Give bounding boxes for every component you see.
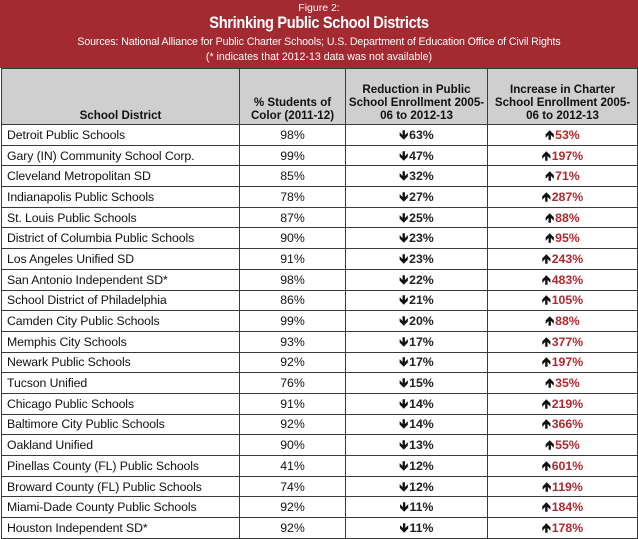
increase-cell <box>488 435 638 456</box>
header-pct-color-text: % Students of Color (2011-12) <box>250 96 335 122</box>
reduction-value: 17% <box>409 355 434 370</box>
increase-value: 197% <box>551 355 584 370</box>
increase-value: 366% <box>551 417 584 432</box>
reduction-cell <box>346 207 488 228</box>
arrow-up-icon: 🡹 <box>541 500 551 515</box>
pct-color-cell: 91% <box>240 393 346 414</box>
pct-color-cell: 92% <box>240 497 346 518</box>
increase-cell <box>488 518 638 539</box>
arrow-down-icon: 🡻 <box>399 520 409 535</box>
arrow-down-icon: 🡻 <box>399 148 409 163</box>
figure-label: Figure 2: <box>298 2 340 14</box>
table-row <box>2 456 638 477</box>
arrow-down-icon: 🡻 <box>399 127 409 142</box>
district-cell: Indianapolis Public Schools <box>2 187 240 208</box>
increase-cell <box>488 456 638 477</box>
reduction-cell <box>346 249 488 270</box>
table-row <box>2 497 638 518</box>
increase-cell <box>488 476 638 497</box>
table-row <box>2 249 638 270</box>
reduction-value: 21% <box>409 293 434 308</box>
reduction-cell <box>346 352 488 373</box>
reduction-cell <box>346 125 488 146</box>
header-row <box>2 69 638 125</box>
districts-table <box>1 68 638 539</box>
table-row <box>2 125 638 146</box>
arrow-up-icon: 🡹 <box>542 479 552 494</box>
arrow-up-icon: 🡹 <box>541 458 551 473</box>
reduction-cell <box>346 476 488 497</box>
increase-cell <box>488 414 638 435</box>
table-row <box>2 518 638 539</box>
arrow-up-icon: 🡹 <box>541 189 551 204</box>
increase-value: 377% <box>551 334 584 349</box>
reduction-value: 32% <box>409 169 434 184</box>
reduction-value: 13% <box>409 438 434 453</box>
increase-value: 35% <box>555 376 580 391</box>
increase-cell <box>488 352 638 373</box>
increase-cell <box>488 331 638 352</box>
district-cell: Chicago Public Schools <box>2 393 240 414</box>
table-row <box>2 393 638 414</box>
reduction-cell <box>346 187 488 208</box>
reduction-value: 11% <box>409 520 434 535</box>
increase-cell <box>488 497 638 518</box>
arrow-down-icon: 🡻 <box>399 396 409 411</box>
increase-value: 55% <box>555 438 580 453</box>
district-cell: Memphis City Schools <box>2 331 240 352</box>
increase-value: 53% <box>555 127 580 142</box>
pct-color-cell: 41% <box>240 456 346 477</box>
increase-cell <box>488 311 638 332</box>
reduction-value: 12% <box>409 458 434 473</box>
reduction-cell <box>346 166 488 187</box>
increase-value: 119% <box>552 479 583 494</box>
reduction-value: 22% <box>409 272 434 287</box>
pct-color-cell: 90% <box>240 435 346 456</box>
table-row <box>2 207 638 228</box>
pct-color-cell: 90% <box>240 228 346 249</box>
arrow-up-icon: 🡹 <box>541 355 551 370</box>
header-school-district: School District <box>2 69 240 125</box>
sources-line: Sources: National Alliance for Public Charter Schools; U.S. Department of Education Office of Civil Rights <box>77 36 561 48</box>
increase-cell <box>488 269 638 290</box>
district-cell: Baltimore City Public Schools <box>2 414 240 435</box>
increase-cell <box>488 145 638 166</box>
district-cell: District of Columbia Public Schools <box>2 228 240 249</box>
reduction-cell <box>346 393 488 414</box>
pct-color-cell: 87% <box>240 207 346 228</box>
arrow-down-icon: 🡻 <box>399 355 409 370</box>
increase-value: 483% <box>551 272 584 287</box>
arrow-down-icon: 🡻 <box>399 210 409 225</box>
increase-cell <box>488 187 638 208</box>
arrow-down-icon: 🡻 <box>399 500 409 515</box>
arrow-up-icon: 🡹 <box>541 251 551 266</box>
pct-color-cell: 93% <box>240 331 346 352</box>
arrow-up-icon: 🡹 <box>541 293 551 308</box>
pct-color-cell: 92% <box>240 352 346 373</box>
arrow-down-icon: 🡻 <box>399 272 409 287</box>
district-cell: Newark Public Schools <box>2 352 240 373</box>
reduction-cell <box>346 373 488 394</box>
arrow-down-icon: 🡻 <box>399 334 409 349</box>
increase-cell <box>488 290 638 311</box>
table-row <box>2 290 638 311</box>
district-cell: San Antonio Independent SD* <box>2 269 240 290</box>
table-body <box>2 125 638 539</box>
arrow-up-icon: 🡹 <box>541 520 551 535</box>
reduction-value: 23% <box>409 231 434 246</box>
pct-color-cell: 99% <box>240 145 346 166</box>
increase-cell <box>488 125 638 146</box>
increase-value: 184% <box>551 500 584 515</box>
increase-value: 178% <box>551 520 584 535</box>
increase-value: 105% <box>551 293 584 308</box>
pct-color-cell: 85% <box>240 166 346 187</box>
arrow-up-icon: 🡹 <box>545 169 555 184</box>
header-increase-text: Increase in Charter School Enrollment 2005-06 to 2012-13 <box>494 83 631 122</box>
district-cell: Gary (IN) Community School Corp. <box>2 145 240 166</box>
table-row <box>2 269 638 290</box>
increase-value: 197% <box>551 148 584 163</box>
increase-value: 243% <box>551 251 584 266</box>
reduction-cell <box>346 269 488 290</box>
pct-color-cell: 99% <box>240 311 346 332</box>
reduction-value: 47% <box>409 148 434 163</box>
arrow-down-icon: 🡻 <box>399 231 409 246</box>
figure-title: Shrinking Public School Districts <box>209 13 429 32</box>
arrow-up-icon: 🡹 <box>541 148 551 163</box>
figure-banner <box>0 0 638 68</box>
arrow-up-icon: 🡹 <box>545 376 555 391</box>
increase-value: 95% <box>555 231 580 246</box>
reduction-value: 17% <box>409 334 434 349</box>
reduction-cell <box>346 435 488 456</box>
arrow-up-icon: 🡹 <box>541 417 551 432</box>
reduction-value: 12% <box>409 479 434 494</box>
increase-value: 88% <box>555 314 580 329</box>
table-row <box>2 373 638 394</box>
note-line: (* indicates that 2012-13 data was not available) <box>205 51 433 63</box>
arrow-down-icon: 🡻 <box>399 479 409 494</box>
district-cell: Los Angeles Unified SD <box>2 249 240 270</box>
arrow-up-icon: 🡹 <box>545 314 555 329</box>
pct-color-cell: 76% <box>240 373 346 394</box>
reduction-value: 63% <box>409 127 434 142</box>
district-cell: Miami-Dade County Public Schools <box>2 497 240 518</box>
district-cell: Camden City Public Schools <box>2 311 240 332</box>
header-reduction-text: Reduction in Public School Enrollment 2005-06 to 2012-13 <box>348 83 485 122</box>
table-row <box>2 166 638 187</box>
table-row <box>2 476 638 497</box>
district-cell: Tucson Unified <box>2 373 240 394</box>
district-cell: School District of Philadelphia <box>2 290 240 311</box>
district-cell: Oakland Unified <box>2 435 240 456</box>
increase-value: 219% <box>551 396 584 411</box>
reduction-value: 14% <box>409 396 434 411</box>
pct-color-cell: 98% <box>240 269 346 290</box>
increase-value: 601% <box>551 458 584 473</box>
reduction-cell <box>346 414 488 435</box>
district-cell: Cleveland Metropolitan SD <box>2 166 240 187</box>
table-row <box>2 228 638 249</box>
pct-color-cell: 98% <box>240 125 346 146</box>
district-cell: Houston Independent SD* <box>2 518 240 539</box>
reduction-value: 20% <box>409 314 434 329</box>
arrow-up-icon: 🡹 <box>545 210 555 225</box>
increase-cell <box>488 207 638 228</box>
reduction-value: 11% <box>409 500 434 515</box>
pct-color-cell: 74% <box>240 476 346 497</box>
arrow-up-icon: 🡹 <box>541 272 551 287</box>
header-increase <box>488 69 638 125</box>
arrow-down-icon: 🡻 <box>399 417 409 432</box>
table-row <box>2 352 638 373</box>
increase-cell <box>488 228 638 249</box>
district-cell: Detroit Public Schools <box>2 125 240 146</box>
arrow-up-icon: 🡹 <box>545 127 555 142</box>
arrow-down-icon: 🡻 <box>399 251 409 266</box>
table-row <box>2 414 638 435</box>
arrow-down-icon: 🡻 <box>399 438 409 453</box>
increase-cell <box>488 393 638 414</box>
pct-color-cell: 86% <box>240 290 346 311</box>
table-row <box>2 311 638 332</box>
increase-cell <box>488 249 638 270</box>
reduction-cell <box>346 311 488 332</box>
reduction-cell <box>346 228 488 249</box>
table-row <box>2 187 638 208</box>
arrow-up-icon: 🡹 <box>545 231 555 246</box>
district-cell: St. Louis Public Schools <box>2 207 240 228</box>
arrow-down-icon: 🡻 <box>399 314 409 329</box>
table-row <box>2 145 638 166</box>
pct-color-cell: 91% <box>240 249 346 270</box>
arrow-down-icon: 🡻 <box>399 189 409 204</box>
arrow-up-icon: 🡹 <box>541 396 551 411</box>
reduction-value: 15% <box>409 376 434 391</box>
table-row <box>2 435 638 456</box>
arrow-down-icon: 🡻 <box>399 169 409 184</box>
district-cell: Broward County (FL) Public Schools <box>2 476 240 497</box>
header-pct-color <box>240 69 346 125</box>
increase-value: 287% <box>551 189 584 204</box>
district-cell: Pinellas County (FL) Public Schools <box>2 456 240 477</box>
pct-color-cell: 92% <box>240 518 346 539</box>
reduction-cell <box>346 290 488 311</box>
reduction-cell <box>346 145 488 166</box>
reduction-cell <box>346 456 488 477</box>
header-reduction <box>346 69 488 125</box>
reduction-value: 14% <box>409 417 434 432</box>
table-row <box>2 331 638 352</box>
reduction-value: 25% <box>409 210 434 225</box>
reduction-cell <box>346 518 488 539</box>
increase-cell <box>488 373 638 394</box>
arrow-down-icon: 🡻 <box>399 458 409 473</box>
reduction-cell <box>346 331 488 352</box>
reduction-value: 23% <box>409 251 434 266</box>
arrow-up-icon: 🡹 <box>541 334 551 349</box>
pct-color-cell: 78% <box>240 187 346 208</box>
reduction-cell <box>346 497 488 518</box>
arrow-down-icon: 🡻 <box>399 293 409 308</box>
arrow-down-icon: 🡻 <box>399 376 409 391</box>
increase-cell <box>488 166 638 187</box>
arrow-up-icon: 🡹 <box>545 438 555 453</box>
increase-value: 88% <box>555 210 580 225</box>
reduction-value: 27% <box>409 189 434 204</box>
pct-color-cell: 92% <box>240 414 346 435</box>
increase-value: 71% <box>555 169 580 184</box>
